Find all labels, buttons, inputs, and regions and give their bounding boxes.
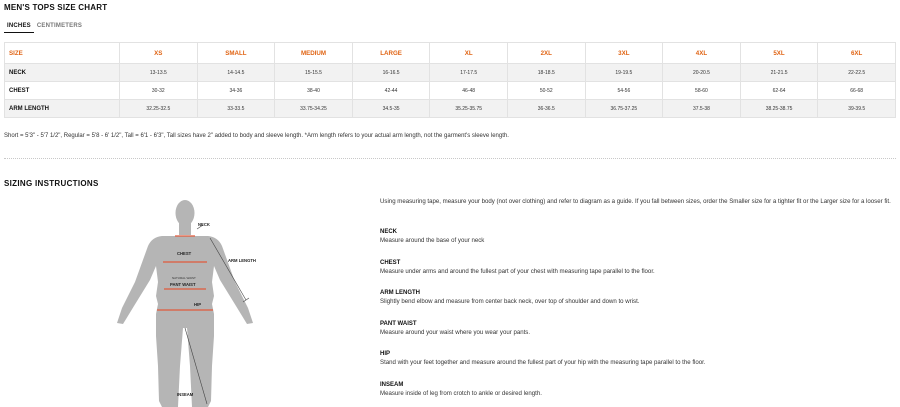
table-cell: 33.75-34.25 (275, 100, 353, 118)
row-label: ARM LENGTH (5, 100, 120, 118)
table-cell: 34.5-35 (352, 100, 430, 118)
row-label: CHEST (5, 82, 120, 100)
section-divider (4, 158, 896, 159)
table-cell: 38-40 (275, 82, 353, 100)
size-header-cell: 6XL (818, 43, 896, 64)
table-cell: 22-22.5 (818, 64, 896, 82)
table-cell: 66-68 (818, 82, 896, 100)
size-header-cell: 4XL (663, 43, 741, 64)
size-header-cell: 3XL (585, 43, 663, 64)
size-header-cell: LARGE (352, 43, 430, 64)
table-cell: 50-52 (507, 82, 585, 100)
table-cell: 38.25-38.75 (740, 100, 818, 118)
instruction-chest (380, 259, 892, 277)
diagram-label-chest: CHEST (177, 251, 192, 256)
table-cell: 20-20.5 (663, 64, 741, 82)
table-cell: 30-32 (120, 82, 198, 100)
instruction-arm-length (380, 289, 892, 307)
instruction-title: PANT WAIST (380, 321, 417, 327)
diagram-label-inseam: INSEAM (177, 392, 194, 397)
unit-tabs (4, 21, 85, 33)
table-row-chest (5, 82, 896, 100)
instructions-intro: Using measuring tape, measure your body (not over clothing) and refer to diagram as a guide. If you fall between sizes, order the Smaller size for a tighter fit or the Larger size for a looser fit. (380, 198, 891, 205)
size-note: Short = 5'3" - 5'7 1/2", Regular = 5'8 - 6' 1/2", Tall = 6'1 - 6'3", Tall sizes have 2" added to body and sleeve length. *Arm length refers to your actual arm length, not the garment's sleeve length. (4, 133, 509, 139)
instruction-pant-waist (380, 320, 892, 338)
table-cell: 34-36 (197, 82, 275, 100)
table-cell: 32.25-32.5 (120, 100, 198, 118)
size-header-cell: XS (120, 43, 198, 64)
body-measurement-diagram (110, 196, 270, 407)
table-row-neck (5, 64, 896, 82)
page-title: MEN'S TOPS SIZE CHART (4, 3, 108, 12)
instruction-text: Slightly bend elbow and measure from center back neck, over top of shoulder and down to wrist. (380, 298, 640, 305)
table-cell: 46-48 (430, 82, 508, 100)
table-cell: 37.5-38 (663, 100, 741, 118)
instruction-title: INSEAM (380, 382, 404, 388)
instruction-hip (380, 350, 892, 368)
table-cell: 17-17.5 (430, 64, 508, 82)
tab-inches[interactable]: INCHES (4, 21, 34, 33)
size-header-label: SIZE (5, 43, 120, 64)
table-header-row (5, 43, 896, 64)
instruction-neck (380, 228, 892, 246)
table-cell: 19-19.5 (585, 64, 663, 82)
instruction-inseam (380, 381, 892, 399)
size-header-cell: XL (430, 43, 508, 64)
body-silhouette (117, 200, 253, 407)
size-table (4, 42, 896, 118)
table-cell: 15-15.5 (275, 64, 353, 82)
diagram-label-arm-length: ARM LENGTH (228, 258, 256, 263)
instruction-title: NECK (380, 229, 398, 235)
diagram-label-neck: NECK (198, 222, 210, 227)
table-cell: 62-64 (740, 82, 818, 100)
instruction-title: ARM LENGTH (380, 290, 420, 296)
diagram-label-pant-waist: PANT WAIST (170, 282, 196, 287)
size-header-cell: SMALL (197, 43, 275, 64)
table-cell: 35.25-35.75 (430, 100, 508, 118)
instruction-title: CHEST (380, 260, 401, 266)
table-cell: 18-18.5 (507, 64, 585, 82)
tab-centimeters[interactable]: CENTIMETERS (36, 23, 83, 29)
table-row-arm-length (5, 100, 896, 118)
instruction-text: Measure around your waist where you wear your pants. (380, 329, 531, 336)
instruction-text: Measure around the base of your neck (380, 237, 485, 244)
size-header-cell: MEDIUM (275, 43, 353, 64)
diagram-label-natural-waist: NATURAL WAIST (172, 276, 196, 280)
instruction-text: Stand with your feet together and measure around the fullest part of your hip with the measuring tape parallel to the floor. (380, 359, 706, 366)
instruction-text: Measure under arms and around the fullest part of your chest with measuring tape parallel to the floor. (380, 268, 655, 275)
instruction-text: Measure inside of leg from crotch to ankle or desired length. (380, 390, 542, 397)
table-cell: 21-21.5 (740, 64, 818, 82)
table-cell: 42-44 (352, 82, 430, 100)
row-label: NECK (5, 64, 120, 82)
section-title: SIZING INSTRUCTIONS (4, 179, 99, 188)
diagram-label-hip: HIP (194, 302, 201, 307)
table-cell: 36-36.5 (507, 100, 585, 118)
table-cell: 16-16.5 (352, 64, 430, 82)
table-cell: 54-56 (585, 82, 663, 100)
table-cell: 58-60 (663, 82, 741, 100)
table-cell: 39-39.5 (818, 100, 896, 118)
instruction-title: HIP (380, 351, 391, 357)
table-cell: 13-13.5 (120, 64, 198, 82)
size-header-cell: 2XL (507, 43, 585, 64)
table-cell: 36.75-37.25 (585, 100, 663, 118)
size-header-cell: 5XL (740, 43, 818, 64)
table-cell: 33-33.5 (197, 100, 275, 118)
table-cell: 14-14.5 (197, 64, 275, 82)
